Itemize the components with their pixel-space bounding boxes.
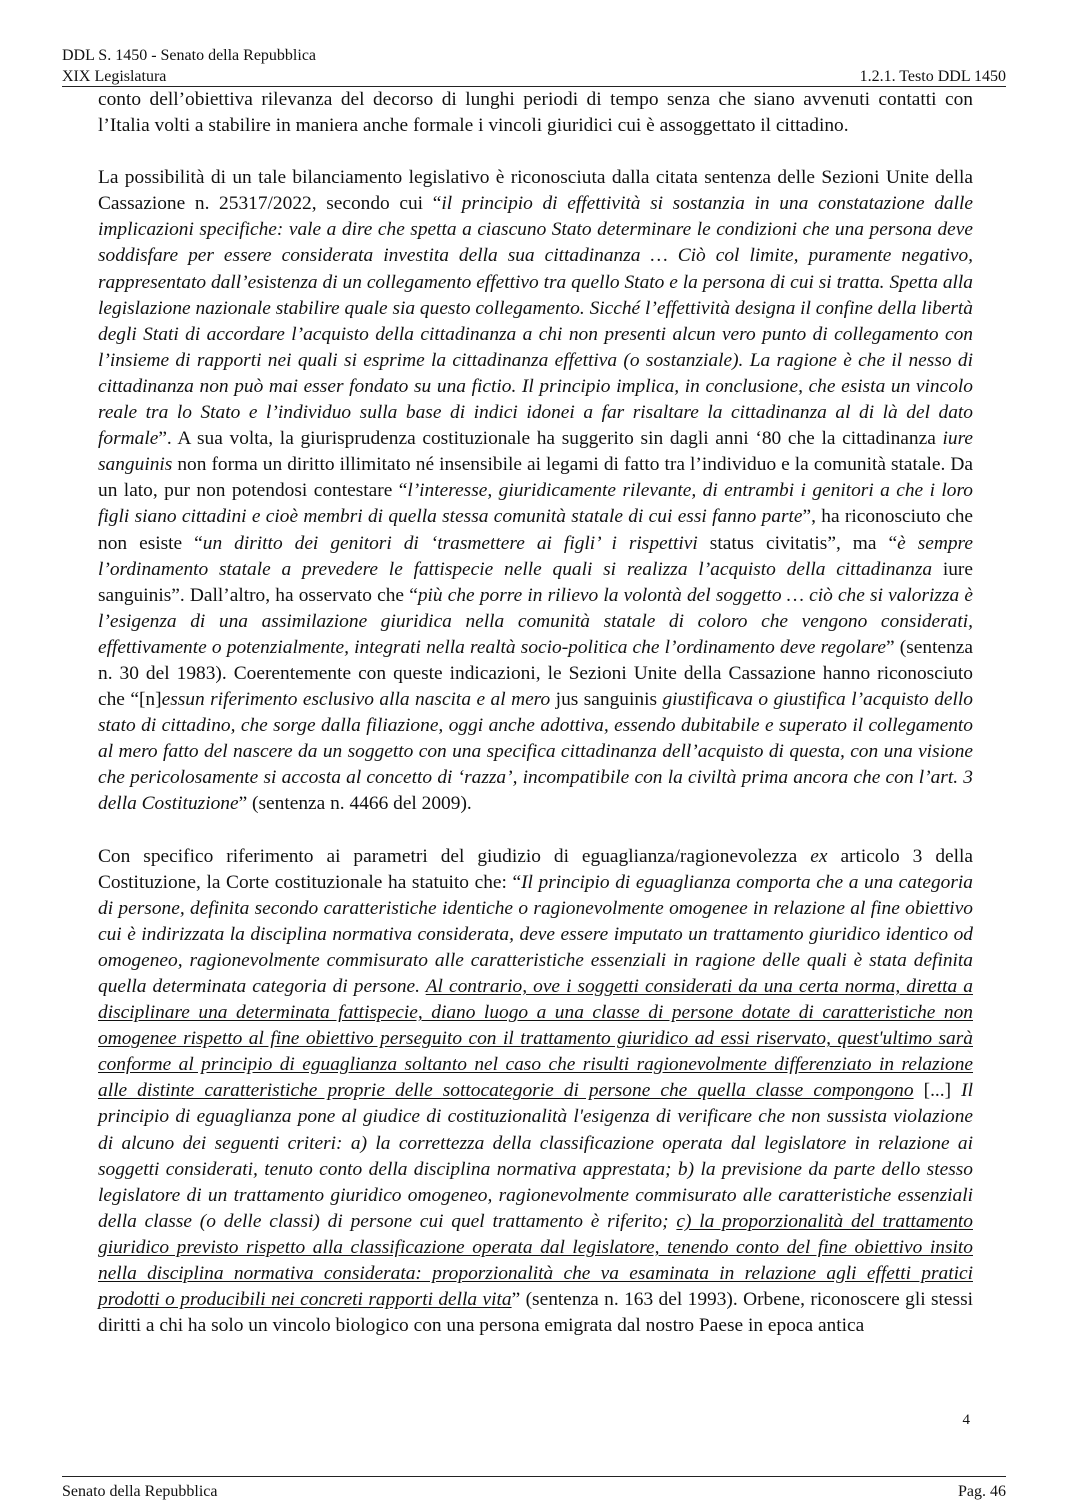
paragraph-1 bbox=[98, 87, 973, 139]
quote-underlined: c) la proporzionalità del trattamento giuridico previsto rispetto alla classificazione operata dal legislatore, tenendo conto del fine obiettivo insito nella disciplina normativa considerata: proporzionalità che va esaminata in relazione agli effetti pratici prodotti o producibili nei concreti rapporti della vita bbox=[98, 1210, 973, 1311]
text-run: ” (sentenza n. 163 del 1993). Orbene, riconoscere gli stessi diritti a chi ha solo un vincolo biologico con una persona emigrata dal nostro Paese in epoca antica bbox=[98, 1289, 974, 1337]
footer-divider bbox=[62, 1476, 1006, 1477]
quote-italic: il principio di effettività si sostanzia in una constatazione dalle implicazioni specifiche: vale a dire che spetta a ciascuno Stato determinare le condizioni che una persona deve soddisfare per essere considerata investita della sua cittadinanza … Ciò col limite, puramente negativo, rappresentato dall’esistenza di un collegamento effettivo tra quello Stato e la persona di cui si tratta. Spetta alla legislazione nazionale stabilire quale sia questo collegamento. Sicché l’effettività designa il confine della libertà degli Stati di accordare l’acquisto della cittadinanza a chi non presenti alcun vero punto di collegamento con l’insieme di rapporti nei quali si esprime la cittadinanza effettiva (o sostanziale). La ragione è che il nesso di cittadinanza non può mai esser fondato su una fictio. Il principio implica, in conclusione, che esista un vincolo reale tra lo Stato e l’individuo sulla base di indici idonei a far risaltare la cittadinanza al di là del dato formale bbox=[98, 193, 974, 450]
header-document-title: DDL S. 1450 - Senato della Repubblica bbox=[62, 47, 317, 64]
quote-italic: Il principio di eguaglianza comporta che a una categoria di persone, definita secondo caratteristiche identiche o ragionevolmente omogenee in relazione al fine obiettivo cui è indirizzata la disciplina normativa considerata, deve essere imputato un trattamento giuridico identico od omogeneo, ragionevolmente commisurato alle caratteristiche essenziali in ragione delle quali è stata definita quella determinata categoria di persone. bbox=[98, 871, 973, 997]
quote-italic: l’interesse, giuridicamente rilevante, di entrambi i genitori a che i loro figli siano cittadini e cioè membri di quella stessa comunità statale di cui essi fanno parte bbox=[98, 480, 973, 528]
text-run: La possibilità di un tale bilanciamento legislativo è riconosciuta dalla citata sentenza delle Sezioni Unite della Cassazione n. 25317/2022, secondo cui “ bbox=[98, 167, 973, 215]
text-run: ”, ha riconosciuto che non esiste “ bbox=[98, 506, 973, 554]
header-legislature: XIX Legislatura bbox=[62, 68, 167, 85]
text-run: articolo 3 della Costituzione, la Corte costituzionale ha statuito che: “ bbox=[98, 845, 973, 893]
quote-italic: un diritto dei genitori di ‘trasmettere ai figli’ i rispettivi bbox=[202, 532, 698, 554]
text-run: status civitatis”, ma “ bbox=[697, 532, 898, 554]
paragraph-2 bbox=[98, 165, 973, 817]
text-run: iure sanguinis”. Dall’altro, ha osservato che “ bbox=[98, 558, 973, 606]
text-run: ” (sentenza n. 4466 del 2009). bbox=[238, 793, 472, 815]
footer-institution: Senato della Repubblica bbox=[62, 1483, 218, 1500]
quote-italic: iure sanguinis bbox=[98, 428, 973, 476]
quote-italic: più che porre in rilievo la volontà del soggetto … ciò che si valorizza è l’esigenza di una assimilazione giuridica nella comunità statale di coloro che vengono considerati, effettivamente o potenzialmente, integrati nella realtà socio-politica che l’ordinamento deve regolare bbox=[98, 584, 973, 658]
quote-italic: è sempre l’ordinamento statale a prevedere le fattispecie nelle quali si realizza l’acquisto della cittadinanza bbox=[98, 532, 973, 580]
quote-italic: ex bbox=[810, 845, 828, 867]
text-run: ” (sentenza n. 30 del 1983). Coerentemente con queste indicazioni, le Sezioni Unite della Cassazione hanno riconosciuto che “[n] bbox=[98, 636, 973, 711]
quote-underlined: Al contrario, ove i soggetti considerati da una certa norma, diretta a disciplinare una determinata fattispecie, diano luogo a una classe di persone dotate di caratteristiche non omogenee rispetto al fine obiettivo perseguito con il trattamento giuridico ad essi riservato, quest'ultimo sarà conforme al principio di eguaglianza soltanto nel caso che risulti ragionevolmente differenziato in relazione alle distinte caratteristiche proprie delle sottocategorie di persone che quella classe compongono bbox=[98, 976, 973, 1102]
paragraph-3 bbox=[98, 844, 973, 1340]
text-run: [...] bbox=[913, 1080, 962, 1102]
document-body bbox=[98, 87, 973, 1339]
text-run: jus sanguinis bbox=[550, 689, 663, 711]
quote-italic: giustificava o giustifica l’acquisto dello stato di cittadino, che sorge dalla filiazione, oggi anche adottiva, essendo dubitabile e superato il collegamento al mero fatto del nascere da un soggetto con una specifica cittadinanza dell’acquisto di questa, con una visione che pericolosamente si accosta al concetto di ‘razza’, incompatibile con la civiltà prima ancora che con l’art. 3 della Costituzione bbox=[98, 689, 973, 815]
text-run: non forma un diritto illimitato né insensibile ai legami di fatto tra l’individuo e la comunità statale. Da un lato, pur non potendosi contestare “ bbox=[98, 454, 973, 502]
quote-italic: Il principio di eguaglianza pone al giudice di costituzionalità l'esigenza di verificare che non sussista violazione di alcuno dei seguenti criteri: a) la correttezza della classificazione operata dal legislatore in relazione ai soggetti considerati, tenuto conto della disciplina normativa apprestata; b) la previsione da parte dello stesso legislatore di un trattamento giuridico omogeneo, ragionevolmente commisurato alle caratteristiche essenziali della classe (o delle classi) di persone cui quel trattamento è riferito; bbox=[98, 1080, 974, 1232]
page-number: 4 bbox=[962, 1412, 970, 1428]
text-run: conto dell’obiettiva rilevanza del decorso di lunghi periodi di tempo senza che siano avvenuti contatti con l’Italia volti a stabilire in maniera anche formale i vincoli giuridici cui è assoggettato il cittadino. bbox=[98, 89, 973, 137]
text-run: ”. A sua volta, la giurisprudenza costituzionale ha suggerito sin dagli anni ‘80 che la cittadinanza bbox=[158, 428, 943, 450]
text-run: Con specifico riferimento ai parametri del giudizio di eguaglianza/ragionevolezza bbox=[98, 845, 811, 867]
footer-page-label: Pag. 46 bbox=[958, 1483, 1006, 1500]
header-section-ref: 1.2.1. Testo DDL 1450 bbox=[859, 68, 1006, 85]
quote-italic: essun riferimento esclusivo alla nascita e al mero bbox=[161, 689, 551, 711]
